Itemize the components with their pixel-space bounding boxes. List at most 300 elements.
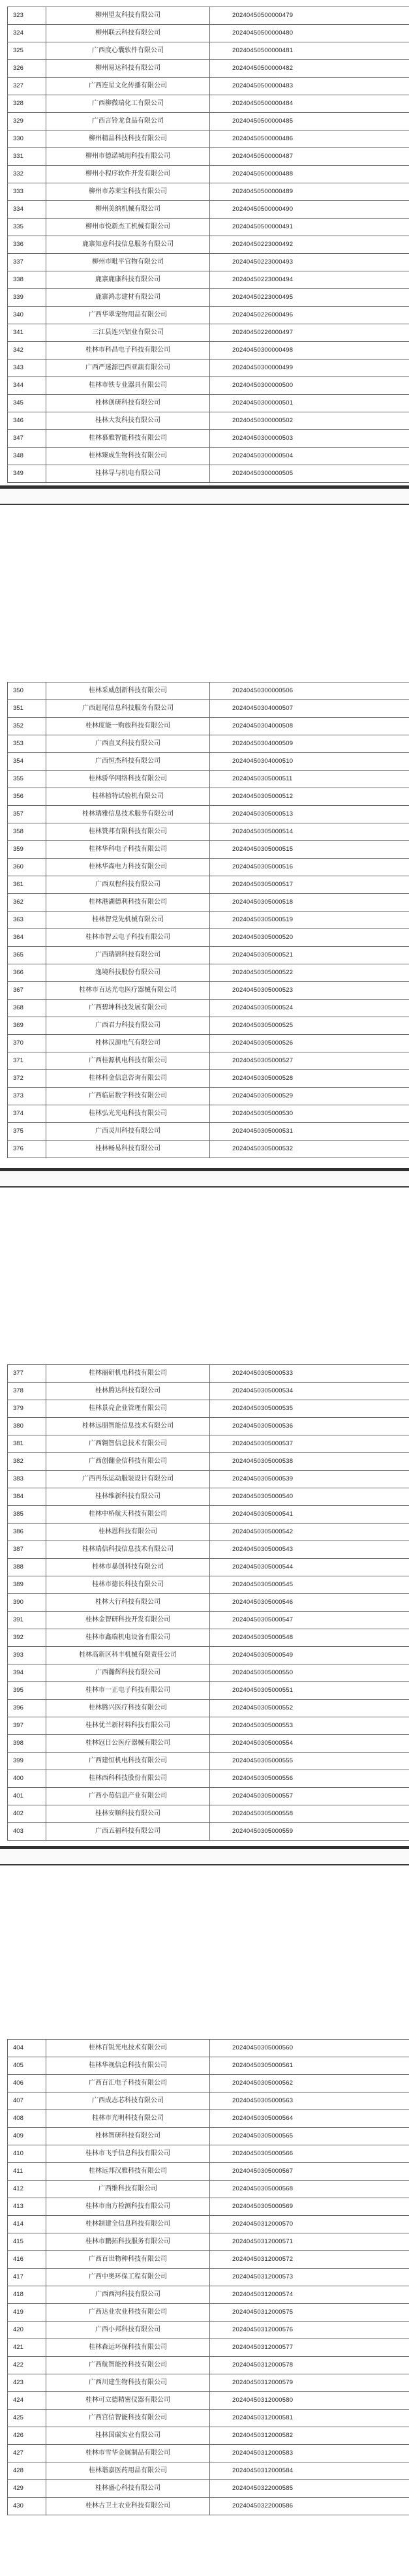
registration-code: 20240450300000499 <box>210 360 409 377</box>
registration-code: 20240450305000527 <box>210 1052 409 1070</box>
company-name: 桂林丽研机电科技有限公司 <box>46 1365 210 1383</box>
company-name: 桂林创研科技有限公司 <box>46 395 210 412</box>
row-number: 426 <box>8 2427 46 2445</box>
table-row <box>8 1524 409 1541</box>
table-row <box>8 2480 409 2498</box>
row-number: 393 <box>8 1647 46 1664</box>
registration-code: 20240450500000484 <box>210 95 409 113</box>
registration-code: 20240450305000552 <box>210 1700 409 1717</box>
table-row <box>8 307 409 324</box>
company-name: 桂林植特试验机有限公司 <box>46 788 210 806</box>
registration-code: 20240450305000528 <box>210 1070 409 1088</box>
registration-code: 20240450305000538 <box>210 1453 409 1471</box>
row-number: 333 <box>8 183 46 201</box>
row-number: 388 <box>8 1559 46 1576</box>
company-name: 广西维科技有限公司 <box>46 2181 210 2198</box>
registration-code: 20240450312000582 <box>210 2427 409 2445</box>
table-row <box>8 7 409 25</box>
row-number: 409 <box>8 2128 46 2145</box>
table-row <box>8 1629 409 1647</box>
table-row <box>8 113 409 130</box>
table-row <box>8 412 409 430</box>
registration-code: 20240450305000517 <box>210 876 409 894</box>
table-row <box>8 1594 409 1612</box>
registration-code: 20240450305000523 <box>210 982 409 1000</box>
company-name: 桂林采威创新科技有限公司 <box>46 682 210 700</box>
row-number: 384 <box>8 1488 46 1506</box>
registration-code: 20240450500000485 <box>210 113 409 130</box>
row-number: 383 <box>8 1471 46 1488</box>
company-name: 桂林导与机电有限公司 <box>46 465 210 483</box>
table-row <box>8 1141 409 1158</box>
row-number: 329 <box>8 113 46 130</box>
registration-code: 20240450300000502 <box>210 412 409 430</box>
company-name: 广西恒杰科技有限公司 <box>46 753 210 771</box>
row-number: 374 <box>8 1105 46 1123</box>
table-row <box>8 2374 409 2392</box>
registration-code: 20240450305000518 <box>210 894 409 912</box>
table-row <box>8 1823 409 1841</box>
company-name: 广西再乐运动服装设计有限公司 <box>46 1471 210 1488</box>
registration-code: 20240450305000535 <box>210 1400 409 1418</box>
table-row <box>8 682 409 700</box>
company-name: 鹿寨鸿志建材有限公司 <box>46 289 210 307</box>
registration-code: 20240450305000563 <box>210 2093 409 2110</box>
company-name: 桂林度能一购旅科技有限公司 <box>46 718 210 735</box>
table-row <box>8 1682 409 1700</box>
row-number: 400 <box>8 1770 46 1788</box>
registration-code: 20240450305000541 <box>210 1506 409 1524</box>
company-name: 广西灵川科技有限公司 <box>46 1123 210 1141</box>
table-row <box>8 465 409 483</box>
document-page-2 <box>0 505 409 1168</box>
table-row <box>8 2128 409 2145</box>
registration-code: 20240450300000498 <box>210 342 409 360</box>
table-row <box>8 1418 409 1435</box>
registration-code: 20240450305000515 <box>210 841 409 859</box>
row-number: 347 <box>8 430 46 448</box>
row-number: 394 <box>8 1664 46 1682</box>
table-row <box>8 788 409 806</box>
company-name: 三江县连兴铝业有限公司 <box>46 324 210 342</box>
row-number: 325 <box>8 42 46 60</box>
row-number: 389 <box>8 1576 46 1594</box>
table-row <box>8 964 409 982</box>
table-row <box>8 2145 409 2163</box>
row-number: 413 <box>8 2198 46 2216</box>
company-name: 桂林慕雅智能科技有限公司 <box>46 430 210 448</box>
row-number: 326 <box>8 60 46 78</box>
table-row <box>8 1070 409 1088</box>
company-name: 桂林臻成生物科技有限公司 <box>46 448 210 465</box>
registration-code: 20240450305000567 <box>210 2163 409 2181</box>
company-name: 柳州市苏莱宝科技有限公司 <box>46 183 210 201</box>
row-number: 373 <box>8 1088 46 1105</box>
registration-code: 20240450305000526 <box>210 1035 409 1052</box>
registration-code: 20240450300000503 <box>210 430 409 448</box>
company-name: 桂林汉源电气有限公司 <box>46 1035 210 1052</box>
company-name: 桂林市光明科技有限公司 <box>46 2110 210 2128</box>
table-row <box>8 219 409 236</box>
row-number: 324 <box>8 25 46 42</box>
company-registry-table-1 <box>7 7 409 483</box>
company-name: 柳州望友科技有限公司 <box>46 7 210 25</box>
table-row <box>8 42 409 60</box>
company-name: 桂林中桥航天科技有限公司 <box>46 1506 210 1524</box>
registration-code: 20240450305000531 <box>210 1123 409 1141</box>
page-separator <box>0 485 409 505</box>
table-row <box>8 1770 409 1788</box>
company-name: 广西瑞锦科技有限公司 <box>46 947 210 964</box>
row-number: 332 <box>8 166 46 183</box>
row-number: 390 <box>8 1594 46 1612</box>
table-row <box>8 201 409 219</box>
company-name: 桂林维新科技有限公司 <box>46 1488 210 1506</box>
registration-code: 20240450305000513 <box>210 806 409 823</box>
registration-code: 20240450223000495 <box>210 289 409 307</box>
company-name: 柳州市毗平官物有限公司 <box>46 254 210 271</box>
row-number: 415 <box>8 2233 46 2251</box>
company-name: 桂林盛心科技有限公司 <box>46 2480 210 2498</box>
company-name: 桂林赞邦有限科技有限公司 <box>46 823 210 841</box>
company-name: 桂林国碳实业有限公司 <box>46 2427 210 2445</box>
company-name: 桂林制建全信息科技有限公司 <box>46 2216 210 2233</box>
company-name: 广西瀚辉科技有限公司 <box>46 1664 210 1682</box>
row-number: 364 <box>8 929 46 947</box>
row-number: 395 <box>8 1682 46 1700</box>
row-number: 419 <box>8 2304 46 2322</box>
company-registry-table-4 <box>7 2039 409 2515</box>
row-number: 379 <box>8 1400 46 1418</box>
row-number: 351 <box>8 700 46 718</box>
row-number: 331 <box>8 148 46 166</box>
registration-code: 20240450305000568 <box>210 2181 409 2198</box>
row-number: 416 <box>8 2251 46 2269</box>
registration-code: 20240450312000571 <box>210 2233 409 2251</box>
table-row <box>8 1576 409 1594</box>
table-row <box>8 60 409 78</box>
document-page-1 <box>0 0 409 485</box>
company-name: 桂林市飞手信息科技有限公司 <box>46 2145 210 2163</box>
registration-code: 20240450305000536 <box>210 1418 409 1435</box>
row-number: 378 <box>8 1383 46 1400</box>
company-name: 广西中奥环保工程有限公司 <box>46 2269 210 2286</box>
company-name: 桂林大行科技有限公司 <box>46 1594 210 1612</box>
row-number: 336 <box>8 236 46 254</box>
registration-code: 20240450305000544 <box>210 1559 409 1576</box>
registration-code: 20240450305000564 <box>210 2110 409 2128</box>
row-number: 410 <box>8 2145 46 2163</box>
company-name: 广西双程科技有限公司 <box>46 876 210 894</box>
row-number: 370 <box>8 1035 46 1052</box>
company-name: 柳州小程序软件开发有限公司 <box>46 166 210 183</box>
registration-code: 20240450305000512 <box>210 788 409 806</box>
registration-code: 20240450312000574 <box>210 2286 409 2304</box>
table-row <box>8 1506 409 1524</box>
registration-code: 20240450305000551 <box>210 1682 409 1700</box>
registration-code: 20240450305000569 <box>210 2198 409 2216</box>
company-name: 广西达业农业科技有限公司 <box>46 2304 210 2322</box>
row-number: 359 <box>8 841 46 859</box>
registration-code: 20240450500000486 <box>210 130 409 148</box>
row-number: 396 <box>8 1700 46 1717</box>
row-number: 330 <box>8 130 46 148</box>
registration-code: 20240450223000494 <box>210 271 409 289</box>
company-name: 桂林大发科技有限公司 <box>46 412 210 430</box>
registration-code: 20240450305000546 <box>210 1594 409 1612</box>
registration-code: 20240450223000492 <box>210 236 409 254</box>
registration-code: 20240450305000550 <box>210 1664 409 1682</box>
row-number: 372 <box>8 1070 46 1088</box>
registration-code: 20240450305000524 <box>210 1000 409 1017</box>
table-row <box>8 2445 409 2462</box>
table-row <box>8 823 409 841</box>
table-row <box>8 289 409 307</box>
company-name: 广西创翻金信科技有限公司 <box>46 1453 210 1471</box>
table-row <box>8 2286 409 2304</box>
registration-code: 20240450305000532 <box>210 1141 409 1158</box>
row-number: 427 <box>8 2445 46 2462</box>
row-number: 412 <box>8 2181 46 2198</box>
registration-code: 20240450500000488 <box>210 166 409 183</box>
row-number: 337 <box>8 254 46 271</box>
row-number: 346 <box>8 412 46 430</box>
table-row <box>8 947 409 964</box>
row-number: 407 <box>8 2093 46 2110</box>
company-name: 桂林市智云电子科技有限公司 <box>46 929 210 947</box>
document-page-4 <box>0 1865 409 2576</box>
company-name: 桂林市暴创科技有限公司 <box>46 1559 210 1576</box>
company-name: 桂林骄华网络科技有限公司 <box>46 771 210 788</box>
registration-code: 20240450226000496 <box>210 307 409 324</box>
table-row <box>8 1717 409 1735</box>
registration-code: 20240450300000506 <box>210 682 409 700</box>
row-number: 376 <box>8 1141 46 1158</box>
row-number: 406 <box>8 2075 46 2093</box>
registration-code: 20240450300000504 <box>210 448 409 465</box>
company-name: 广西五福科技有限公司 <box>46 1823 210 1841</box>
row-number: 391 <box>8 1612 46 1629</box>
table-row <box>8 1647 409 1664</box>
registration-code: 20240450305000529 <box>210 1088 409 1105</box>
company-name: 桂林华科电子科技有限公司 <box>46 841 210 859</box>
row-number: 417 <box>8 2269 46 2286</box>
company-name: 桂林景亮企业管理有限公司 <box>46 1400 210 1418</box>
table-row <box>8 2410 409 2427</box>
table-row <box>8 700 409 718</box>
table-row <box>8 1735 409 1753</box>
company-registry-table-2 <box>7 682 409 1158</box>
table-row <box>8 2057 409 2075</box>
row-number: 398 <box>8 1735 46 1753</box>
company-name: 广西小邦科技有限公司 <box>46 2322 210 2339</box>
registration-code: 20240450300000500 <box>210 377 409 395</box>
company-name: 桂林市南方检测科技有限公司 <box>46 2198 210 2216</box>
company-name: 桂林古卫土农业科技有限公司 <box>46 2498 210 2515</box>
company-name: 桂林瑞雅信息技术服务有限公司 <box>46 806 210 823</box>
company-name: 广西碧坤科技发展有限公司 <box>46 1000 210 1017</box>
company-name: 桂林港湖德利科技有限公司 <box>46 894 210 912</box>
table-row <box>8 1471 409 1488</box>
company-name: 鹿寨知意科技信息服务有限公司 <box>46 236 210 254</box>
registration-code: 20240450305000549 <box>210 1647 409 1664</box>
registration-code: 20240450304000509 <box>210 735 409 753</box>
row-number: 358 <box>8 823 46 841</box>
row-number: 381 <box>8 1435 46 1453</box>
company-name: 桂林安顺科技有限公司 <box>46 1805 210 1823</box>
company-name: 逸境科技股份有限公司 <box>46 964 210 982</box>
row-number: 371 <box>8 1052 46 1070</box>
company-name: 广西连星文化传播有限公司 <box>46 78 210 95</box>
table-row <box>8 735 409 753</box>
table-row <box>8 2251 409 2269</box>
registration-code: 20240450312000579 <box>210 2374 409 2392</box>
registration-code: 20240450305000522 <box>210 964 409 982</box>
registration-code: 20240450305000521 <box>210 947 409 964</box>
registration-code: 20240450305000540 <box>210 1488 409 1506</box>
company-registry-table-3 <box>7 1364 409 1841</box>
row-number: 377 <box>8 1365 46 1383</box>
registration-code: 20240450305000560 <box>210 2040 409 2057</box>
registration-code: 20240450305000525 <box>210 1017 409 1035</box>
table-row <box>8 2462 409 2480</box>
row-number: 397 <box>8 1717 46 1735</box>
row-number: 402 <box>8 1805 46 1823</box>
table-row <box>8 448 409 465</box>
table-row <box>8 1383 409 1400</box>
registration-code: 20240450305000542 <box>210 1524 409 1541</box>
row-number: 420 <box>8 2322 46 2339</box>
row-number: 411 <box>8 2163 46 2181</box>
table-row <box>8 1123 409 1141</box>
company-name: 桂林市雪华金属制品有限公司 <box>46 2445 210 2462</box>
row-number: 401 <box>8 1788 46 1805</box>
row-number: 422 <box>8 2357 46 2374</box>
company-name: 广西君力科技有限公司 <box>46 1017 210 1035</box>
company-name: 广西百世物种科技有限公司 <box>46 2251 210 2269</box>
row-number: 429 <box>8 2480 46 2498</box>
company-name: 桂林冠日公医疗器械有限公司 <box>46 1735 210 1753</box>
registration-code: 20240450305000565 <box>210 2128 409 2145</box>
registration-code: 20240450305000555 <box>210 1753 409 1770</box>
registration-code: 20240450312000576 <box>210 2322 409 2339</box>
table-row <box>8 859 409 876</box>
table-row <box>8 718 409 735</box>
row-number: 367 <box>8 982 46 1000</box>
table-row <box>8 2216 409 2233</box>
row-number: 375 <box>8 1123 46 1141</box>
page-separator <box>0 1168 409 1188</box>
table-row <box>8 236 409 254</box>
registration-code: 20240450304000510 <box>210 753 409 771</box>
row-number: 385 <box>8 1506 46 1524</box>
registration-code: 20240450322000586 <box>210 2498 409 2515</box>
company-name: 广西建恒机电科技有限公司 <box>46 1753 210 1770</box>
table-row <box>8 2110 409 2128</box>
registration-code: 20240450305000547 <box>210 1612 409 1629</box>
table-row <box>8 2181 409 2198</box>
company-name: 广西小莓信息产业有限公司 <box>46 1788 210 1805</box>
table-row <box>8 771 409 788</box>
company-name: 桂林市鑫瑞机电设备有限公司 <box>46 1629 210 1647</box>
registration-code: 20240450305000534 <box>210 1383 409 1400</box>
row-number: 339 <box>8 289 46 307</box>
row-number: 343 <box>8 360 46 377</box>
table-row <box>8 1088 409 1105</box>
table-row <box>8 894 409 912</box>
company-name: 桂林瑞信科技信息技术有限公司 <box>46 1541 210 1559</box>
table-row <box>8 753 409 771</box>
company-name: 柳州精品科技科技有限公司 <box>46 130 210 148</box>
table-row <box>8 395 409 412</box>
table-row <box>8 1453 409 1471</box>
row-number: 392 <box>8 1629 46 1647</box>
company-name: 桂林市德长科技有限公司 <box>46 1576 210 1594</box>
company-name: 桂林市一正电子科技有限公司 <box>46 1682 210 1700</box>
table-row <box>8 1000 409 1017</box>
registration-code: 20240450305000553 <box>210 1717 409 1735</box>
company-name: 广西百汇电子科技有限公司 <box>46 2075 210 2093</box>
registration-code: 20240450300000501 <box>210 395 409 412</box>
registration-code: 20240450312000570 <box>210 2216 409 2233</box>
table-row <box>8 1365 409 1383</box>
registration-code: 20240450304000507 <box>210 700 409 718</box>
registration-code: 20240450305000557 <box>210 1788 409 1805</box>
registration-code: 20240450312000572 <box>210 2251 409 2269</box>
table-row <box>8 1435 409 1453</box>
registration-code: 20240450305000543 <box>210 1541 409 1559</box>
registration-code: 20240450500000481 <box>210 42 409 60</box>
table-row <box>8 1541 409 1559</box>
table-row <box>8 1035 409 1052</box>
row-number: 418 <box>8 2286 46 2304</box>
company-name: 桂林森运环保科技有限公司 <box>46 2339 210 2357</box>
table-row <box>8 2198 409 2216</box>
row-number: 408 <box>8 2110 46 2128</box>
table-row <box>8 254 409 271</box>
registration-code: 20240450305000516 <box>210 859 409 876</box>
registration-code: 20240450305000566 <box>210 2145 409 2163</box>
table-row <box>8 2163 409 2181</box>
company-name: 桂林市百达光电医疗器械有限公司 <box>46 982 210 1000</box>
registration-code: 20240450305000545 <box>210 1576 409 1594</box>
company-name: 广西川建生物科技有限公司 <box>46 2374 210 2392</box>
registration-code: 20240450312000578 <box>210 2357 409 2374</box>
table-row <box>8 2093 409 2110</box>
company-name: 广西直叉科技有限公司 <box>46 735 210 753</box>
table-row <box>8 912 409 929</box>
table-row <box>8 78 409 95</box>
company-name: 桂林谐嘉医药用品有限公司 <box>46 2462 210 2480</box>
company-name: 广西翱智信息技术有限公司 <box>46 1435 210 1453</box>
company-name: 广西赶尾信息科技服务有限公司 <box>46 700 210 718</box>
company-name: 柳州易达科技有限公司 <box>46 60 210 78</box>
registration-code: 20240450500000480 <box>210 25 409 42</box>
registration-code: 20240450312000575 <box>210 2304 409 2322</box>
row-number: 355 <box>8 771 46 788</box>
row-number: 342 <box>8 342 46 360</box>
registration-code: 20240450500000489 <box>210 183 409 201</box>
company-name: 广西宫信智能科技有限公司 <box>46 2410 210 2427</box>
company-name: 广西临届数字科技有限公司 <box>46 1088 210 1105</box>
registration-code: 20240450312000573 <box>210 2269 409 2286</box>
table-row <box>8 2339 409 2357</box>
row-number: 327 <box>8 78 46 95</box>
row-number: 328 <box>8 95 46 113</box>
table-row <box>8 2322 409 2339</box>
row-number: 387 <box>8 1541 46 1559</box>
table-row <box>8 430 409 448</box>
